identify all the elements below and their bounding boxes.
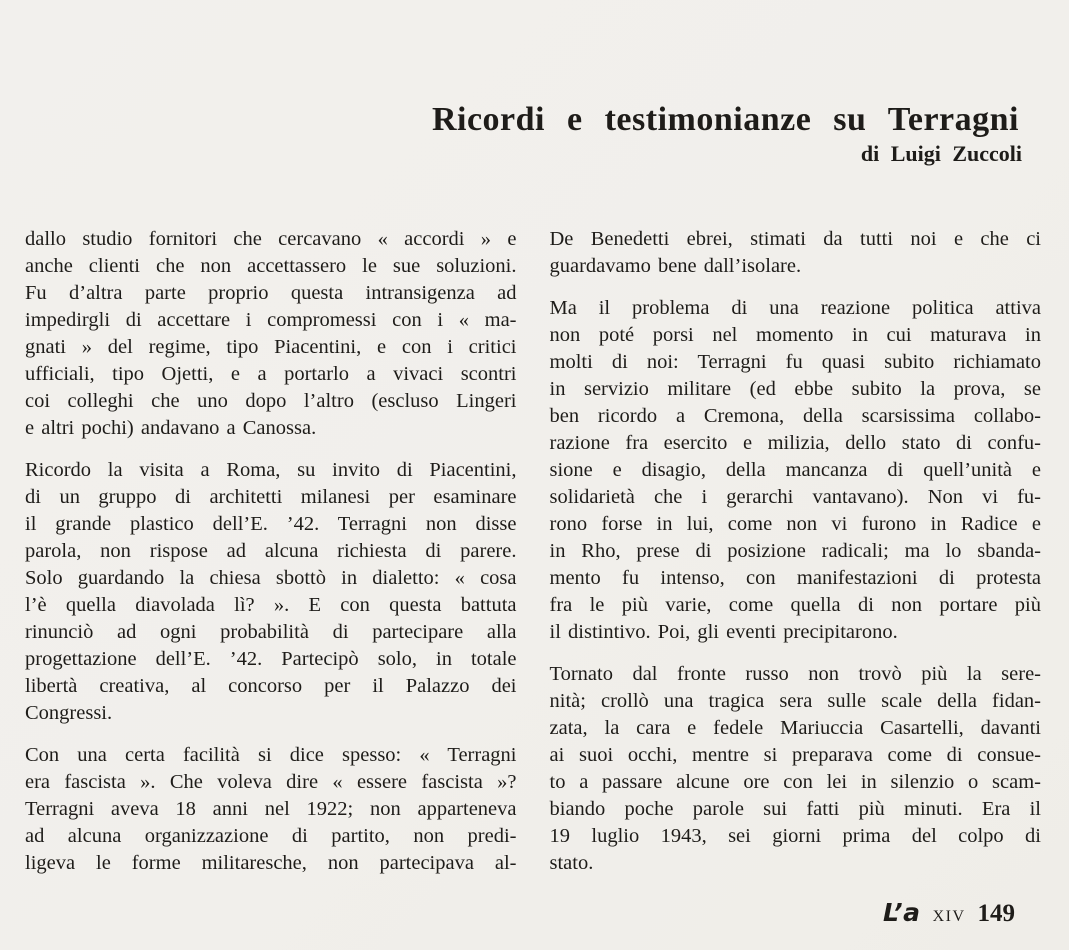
text-line: solidarietà che i gerarchi vantavano). Non vi fu- [549, 486, 1041, 508]
paragraph [25, 226, 517, 442]
text-line: anche clienti che non accettassero le sue soluzioni. [25, 255, 517, 277]
text-line: di un gruppo di architetti milanesi per esaminare [25, 486, 517, 508]
paragraph [25, 457, 517, 727]
text-line: to a passare alcune ore con lei in silenzio o scam- [549, 771, 1041, 793]
text-line: Ricordo la visita a Roma, su invito di Piacentini, [25, 459, 517, 481]
text-line: coi colleghi che uno dopo l’altro (escluso Lingeri [25, 390, 517, 412]
text-line: in Rho, prese di posizione radicali; ma lo sbanda- [549, 540, 1041, 562]
paragraph [550, 226, 1042, 280]
text-line: era fascista ». Che voleva dire « essere fascista »? [25, 771, 517, 793]
left-column [25, 226, 517, 877]
paragraph [550, 661, 1042, 877]
text-line: Tornato dal fronte russo non trovò più la sere- [549, 663, 1041, 685]
text-line: rono forse in lui, come non vi furono in Radice e [549, 513, 1041, 535]
text-line: ben ricordo a Cremona, della scarsissima collabo- [549, 405, 1041, 427]
text-line: De Benedetti ebrei, stimati da tutti noi e che ci [549, 228, 1041, 250]
text-line: parola, non rispose ad alcuna richiesta di parere. [25, 540, 517, 562]
text-line: mento fu intenso, con manifestazioni di protesta [549, 567, 1041, 589]
text-line: biando poche parole sui fatti più minuti. Era il [549, 798, 1041, 820]
text-line: il distintivo. Poi, gli eventi precipitarono. [549, 621, 898, 643]
text-line: gnati » del regime, tipo Piacentini, e con i critici [25, 336, 517, 358]
text-line: stato. [549, 852, 594, 874]
text-line: Fu d’altra parte proprio questa intransigenza ad [25, 282, 517, 304]
text-line: progettazione dell’E. ’42. Partecipò solo, in totale [25, 648, 517, 670]
text-line: Terragni aveva 18 anni nel 1922; non apparteneva [25, 798, 517, 820]
text-line: guardavamo bene dall’isolare. [549, 255, 802, 277]
text-line: nità; crollò una tragica sera sulle scale della fidan- [549, 690, 1041, 712]
paragraph [550, 295, 1042, 646]
text-line: Ma il problema di una reazione politica attiva [549, 297, 1041, 319]
text-line: rinunciò ad ogni probabilità di partecipare alla [25, 621, 517, 643]
text-line: molti di noi: Terragni fu quasi subito richiamato [549, 351, 1041, 373]
article-body [25, 226, 1041, 877]
text-line: il grande plastico dell’E. ’42. Terragni non disse [25, 513, 517, 535]
right-column [550, 226, 1042, 877]
text-line: impedirgli di accettare i compromessi con i « ma- [25, 309, 517, 331]
text-line: razione fra esercito e milizia, dello stato di confu- [549, 432, 1041, 454]
text-line: ufficiali, tipo Ojetti, e a portarlo a vivaci scontri [25, 363, 517, 385]
text-line: Solo guardando la chiesa sbottò in dialetto: « cosa [25, 567, 517, 589]
text-line: l’è quella diavolada lì? ». E con questa battuta [25, 594, 517, 616]
volume-number: XIV [932, 908, 966, 925]
text-line: Con una certa facilità si dice spesso: « Terragni [25, 744, 517, 766]
text-line: e altri pochi) andavano a Canossa. [25, 417, 317, 439]
text-line: sione e disagio, della mancanza di quell’unità e [549, 459, 1041, 481]
text-line: zata, la cara e fedele Mariuccia Casartelli, davanti [549, 717, 1041, 739]
text-line: dallo studio fornitori che cercavano « accordi » e [25, 228, 517, 250]
page-number: 149 [977, 900, 1015, 927]
text-line: 19 luglio 1943, sei giorni prima del colpo di [549, 825, 1041, 847]
paragraph [25, 742, 517, 877]
journal-logo: L’a [882, 898, 921, 927]
page-footer [883, 898, 1015, 928]
article-byline: di Luigi Zuccoli [860, 141, 1022, 166]
text-line: in servizio militare (ed ebbe subito la prova, se [549, 378, 1041, 400]
text-line: Congressi. [25, 702, 113, 724]
text-line: ad alcuna organizzazione di partito, non predi- [25, 825, 517, 847]
text-line: ai suoi occhi, mentre si preparava come di consue- [549, 744, 1041, 766]
text-line: libertà creativa, al concorso per il Palazzo dei [25, 675, 517, 697]
article-title: Ricordi e testimonianze su Terragni [431, 100, 1019, 138]
text-line: fra le più varie, come quella di non portare più [549, 594, 1041, 616]
text-line: ligeva le forme militaresche, non partecipava al- [25, 852, 517, 874]
text-line: non poté porsi nel momento in cui maturava in [549, 324, 1041, 346]
